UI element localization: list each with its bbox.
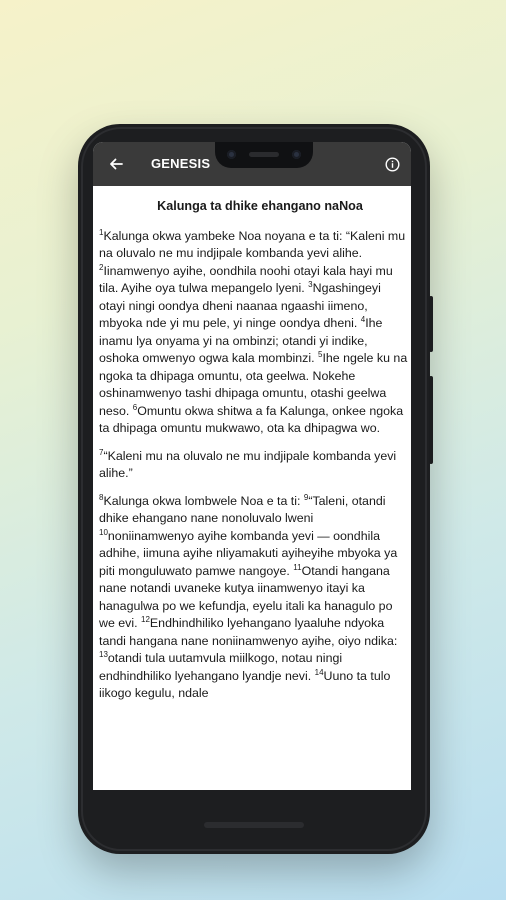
verse-number: 14 xyxy=(314,667,324,677)
verse-number: 9 xyxy=(303,492,309,502)
verse-text: Omuntu okwa shitwa a fa Kalunga, onkee ngoka ta dhipaga omuntu mukwawo, ota ka dhipagwa wo. xyxy=(99,403,404,435)
info-icon[interactable] xyxy=(381,153,403,175)
verse-number: 5 xyxy=(318,349,323,359)
phone-frame xyxy=(78,124,430,854)
arrow-left-icon[interactable] xyxy=(105,153,127,175)
section-heading: Kalunga ta dhike ehangano naNoa xyxy=(157,199,363,213)
verse-text: “Kaleni mu na oluvalo ne mu indjipale kombanda yevi alihe.” xyxy=(99,448,397,480)
verse-number: 8 xyxy=(99,492,104,502)
sensor-icon xyxy=(292,150,301,159)
verse-number: 7 xyxy=(99,447,104,457)
verse-text: Endhindhiliko lyehangano lyaaluhe ndyoka tandi hangana nane noniinamwenyo ayihe, oiyo ndika: xyxy=(99,616,398,648)
bottom-speaker-grille xyxy=(204,822,304,828)
verse-text: otandi tula uutamvula miilkogo, notau ningi endhindhiliko lyehangano lyandje nevi. xyxy=(99,651,343,683)
verse-number: 12 xyxy=(141,614,150,624)
verse-text: Ihe ngele ku na ngoka ta dhipaga omuntu, ota geelwa. Nokehe oshinamwenyo tashi dhipaga omuntu, otashi geelwa neso. xyxy=(99,351,408,418)
volume-button xyxy=(429,376,433,464)
verse-number: 6 xyxy=(132,402,138,412)
verse-number: 13 xyxy=(99,649,108,659)
verse-text: Ihe inamu lya onyama yi na ombinzi; otandi yi indike, oshoka omwenyo ogwa kala mombinzi. xyxy=(99,316,383,365)
verse-paragraph xyxy=(99,448,409,483)
verse-number: 1 xyxy=(99,227,104,237)
verse-number: 2 xyxy=(99,262,104,272)
chapter-content xyxy=(99,186,409,790)
verse-text: Uuno ta tulo iikogo kegulu, ndale xyxy=(99,668,391,700)
verse-number: 11 xyxy=(293,562,302,572)
verse-text: Ngashingeyi otayi ningi oondya dheni naanaa ngaashi iimeno, mbyoka nde yi mu pele, yi ninge oondya dheni. xyxy=(99,281,381,330)
phone-screen xyxy=(93,142,411,790)
earpiece-speaker xyxy=(249,152,279,157)
verse-text: noniinamwenyo ayihe kombanda yevi — oondhila adhihe, iimuna ayihe nliyamakuti ayiheyihe mbyoka ya piti monguluwato pamwe nangoye. xyxy=(99,528,398,578)
verse-text: Iinamwenyo ayihe, oondhila noohi otayi kala hayi mu tila. Ayihe oya tulwa mepangelo lyeni. xyxy=(99,263,393,295)
verse-number: 10 xyxy=(99,527,108,537)
front-camera-icon xyxy=(227,150,236,159)
verse-number: 4 xyxy=(360,314,366,324)
verse-text: Kalunga okwa yambeke Noa noyana e ta ti: “Kaleni mu na oluvalo ne mu indjipale kombanda yevi alihe. xyxy=(99,228,406,260)
verse-paragraph xyxy=(99,228,409,438)
camera-notch xyxy=(215,142,313,168)
verse-text: Otandi hangana nane notandi uvaneke kutya iinamwenyo itayi ka hanagulwa po we kefundja, eyelu itali ka hanagulo po we evi. xyxy=(99,563,393,630)
app-title: GENESIS xyxy=(151,156,211,171)
power-button xyxy=(429,296,433,352)
verse-number: 3 xyxy=(308,279,313,289)
verse-paragraph xyxy=(99,493,409,703)
verse-text: Kalunga okwa lombwele Noa e ta ti: xyxy=(103,493,304,508)
verse-text: “Taleni, otandi dhike ehangano nane nonoluvalo lweni xyxy=(99,493,386,525)
